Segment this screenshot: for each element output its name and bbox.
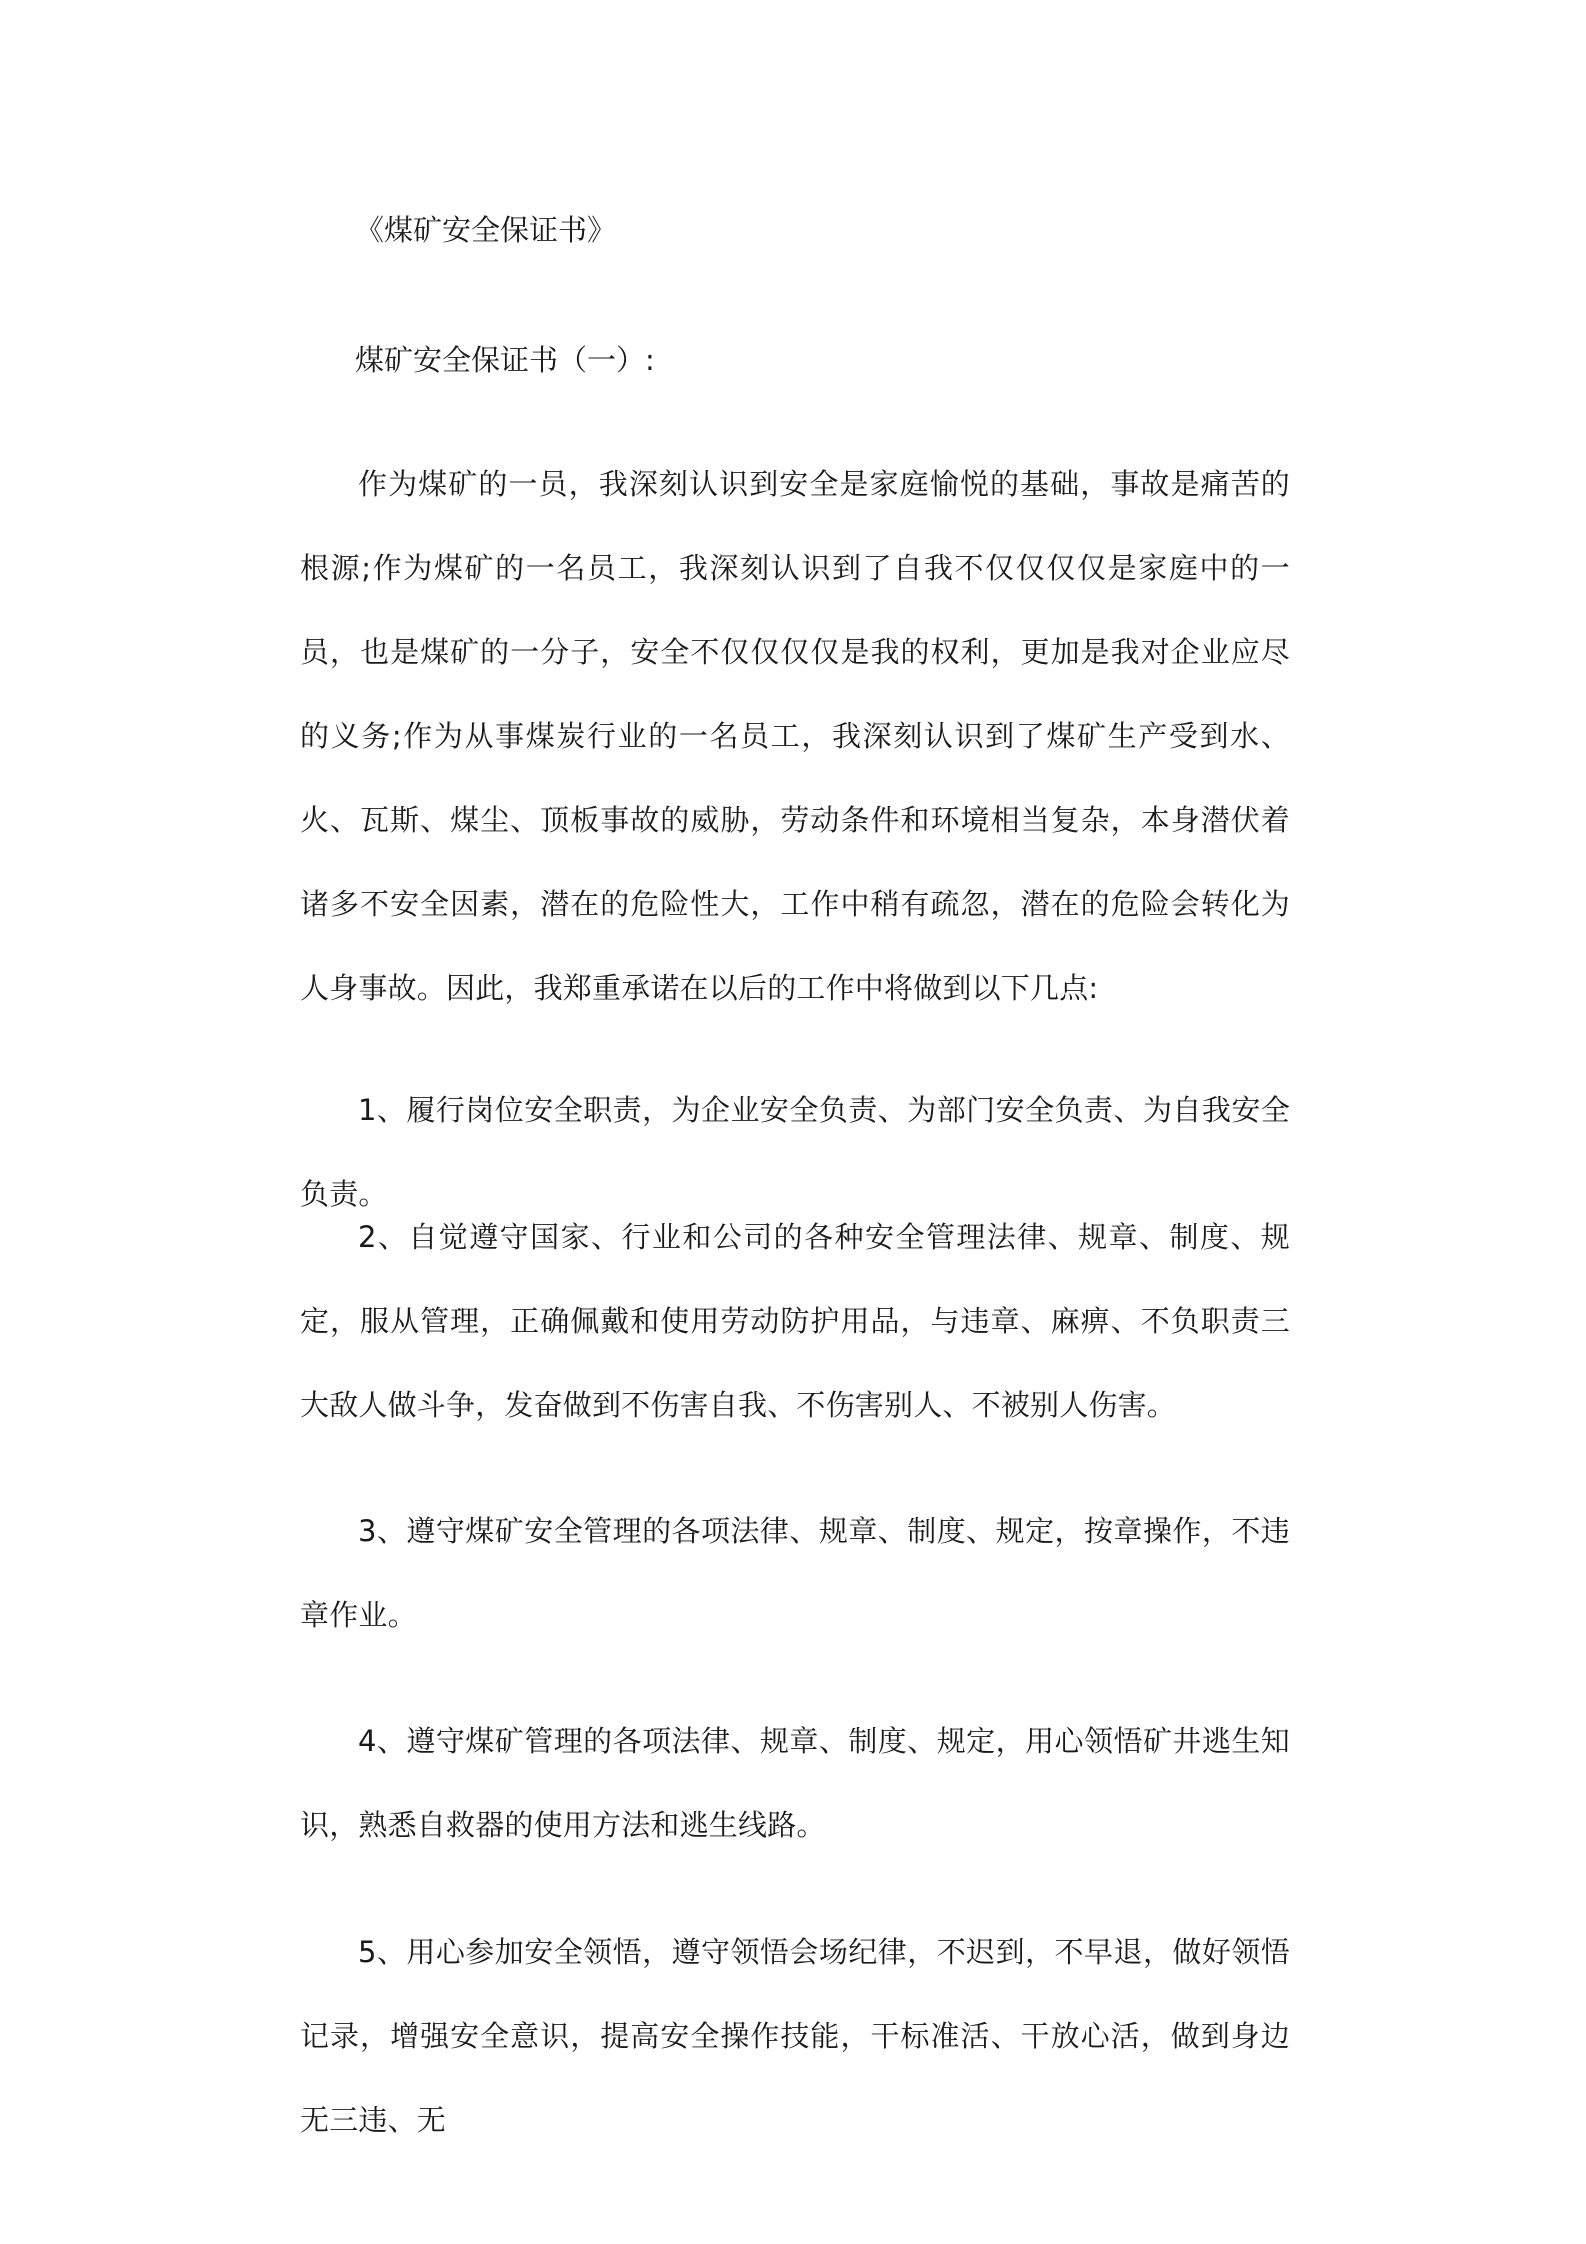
intro-paragraph: 作为煤矿的一员，我深刻认识到安全是家庭愉悦的基础，事故是痛苦的根源;作为煤矿的一名员工，我深刻认识到了自我不仅仅仅仅是家庭中的一员，也是煤矿的一分子，安全不仅仅仅仅是我的权利，更加是我对企业应尽的义务;作为从事煤炭行业的一名员工，我深刻认识到了煤矿生产受到水、火、瓦斯、煤尘、顶板事故的威胁，劳动条件和环境相当复杂，本身潜伏着诸多不安全因素，潜在的危险性大，工作中稍有疏忽，潜在的危险会转化为人身事故。因此，我郑重承诺在以后的工作中将做到以下几点:	[300, 467, 1290, 1005]
pledge-item-5: 5、用心参加安全领悟，遵守领悟会场纪律，不迟到，不早退，做好领悟记录，增强安全意识，提高安全操作技能，干标准活、干放心活，做到身边无三违、无	[300, 1935, 1290, 2137]
pledge-item-4: 4、遵守煤矿管理的各项法律、规章、制度、规定，用心领悟矿井逃生知识，熟悉自救器的使用方法和逃生线路。	[300, 1724, 1290, 1842]
document-title: 《煤矿安全保证书》	[355, 213, 617, 247]
pledge-item-1: 1、履行岗位安全职责，为企业安全负责、为部门安全负责、为自我安全负责。	[300, 1093, 1290, 1211]
pledge-item-2: 2、自觉遵守国家、行业和公司的各种安全管理法律、规章、制度、规定，服从管理，正确佩戴和使用劳动防护用品，与违章、麻痹、不负职责三大敌人做斗争，发奋做到不伤害自我、不伤害别人、不被别人伤害。	[300, 1220, 1290, 1422]
section-subtitle: 煤矿安全保证书（一）:	[355, 343, 655, 377]
pledge-item-3: 3、遵守煤矿安全管理的各项法律、规章、制度、规定，按章操作，不违章作业。	[300, 1514, 1290, 1632]
